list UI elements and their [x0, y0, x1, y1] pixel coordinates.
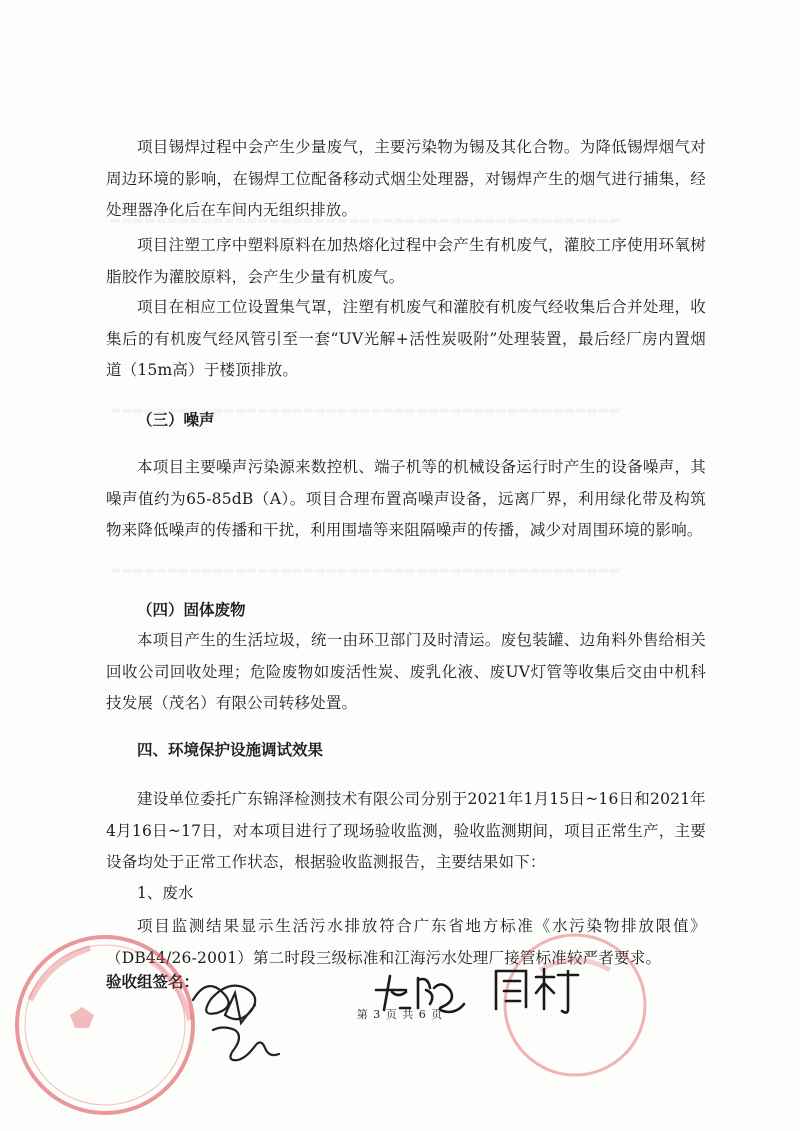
paragraph-solid-waste: 本项目产生的生活垃圾，统一由环卫部门及时清运。废包装罐、边角料外售给相关回收公司回收处理；危险废物如废活性炭、废乳化液、废UV灯管等收集后交由中机科技发展（茂名）有限公司转移处置。	[106, 631, 706, 712]
heading-wastewater: 1、废水	[137, 884, 194, 902]
page-number: 第 3 页 共 6 页	[356, 1008, 444, 1021]
signature-label: 验收组签名：	[106, 972, 200, 991]
paragraph-monitoring: 建设单位委托广东锦泽检测技术有限公司分别于2021年1月15日~16日和2021年4月16日~17日，对本项目进行了现场验收监测，验收监测期间，项目正常生产，主要设备均处于正常工作状态，根据验收监测报告，主要结果如下：	[106, 790, 706, 871]
heading-section-4: 四、环境保护设施调试效果	[137, 740, 324, 759]
paragraph-wastewater: 项目监测结果显示生活污水排放符合广东省地方标准《水污染物排放限值》（DB44/26-2001）第二时段三级标准和江海污水处理厂接管标准较严者要求。	[106, 917, 706, 967]
heading-noise: （三）噪声	[137, 410, 215, 429]
paragraph-noise: 本项目主要噪声污染源来数控机、端子机等的机械设备运行时产生的设备噪声，其噪声值约为65-85dB（A）。项目合理布置高噪声设备，远离厂界，利用绿化带及构筑物来降低噪声的传播和干扰，利用围墙等来阻隔噪声的传播，减少对周围环境的影响。	[106, 458, 706, 539]
paragraph-injection-organic-gas: 项目注塑工序中塑料原料在加热熔化过程中会产生有机废气，灌胶工序使用环氧树脂胶作为灌胶原料，会产生少量有机废气。	[106, 236, 706, 286]
paragraph-soldering-fumes: 项目锡焊过程中会产生少量废气，主要污染物为锡及其化合物。为降低锡焊烟气对周边环境的影响，在锡焊工位配备移动式烟尘处理器，对锡焊产生的烟气进行捕集，经处理器净化后在车间内无组织排放。	[106, 138, 706, 219]
heading-solid-waste: （四）固体废物	[137, 600, 246, 619]
paragraph-gas-treatment: 项目在相应工位设置集气罩，注塑有机废气和灌胶有机废气经收集后合并处理，收集后的有机废气经风管引至一套“UV光解+活性炭吸附”处理装置，最后经厂房内置烟道（15m高）于楼顶排放。	[106, 298, 706, 379]
show-through-text	[110, 555, 710, 585]
